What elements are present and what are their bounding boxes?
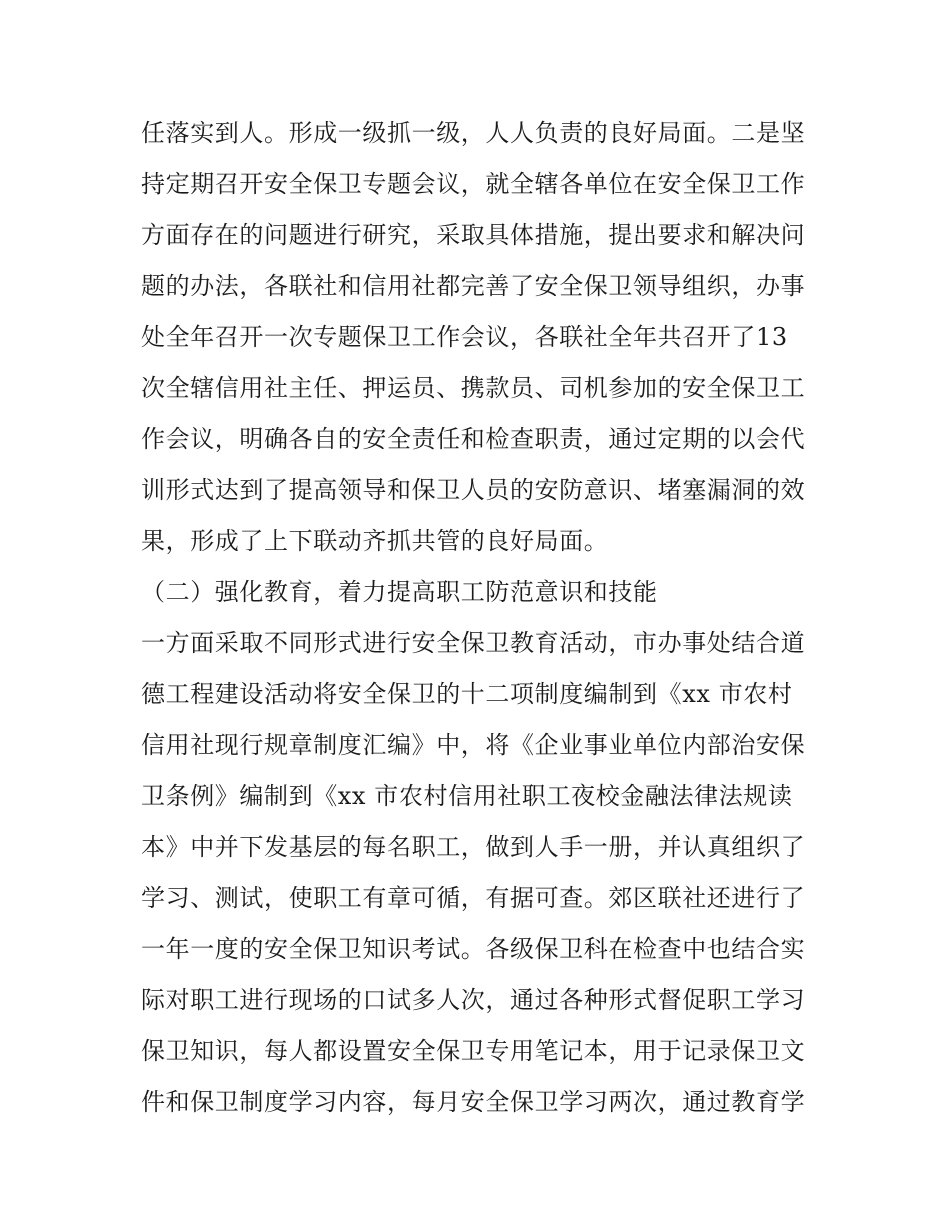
text-line: 一方面采取不同形式进行安全保卫教育活动，市办事处结合道 <box>141 629 806 657</box>
text-line: 方面存在的问题进行研究，采取具体措施，提出要求和解决问 <box>141 221 806 249</box>
section-heading: （二）强化教育，着力提高职工防范意识和技能 <box>141 578 658 606</box>
text-line: 保卫知识，每人都设置安全保卫专用笔记本，用于记录保卫文 <box>141 1037 806 1065</box>
text-line: 卫条例》编制到《xx 市农村信用社职工夜校金融法律法规读 <box>141 782 793 810</box>
text-line: 果，形成了上下联动齐抓共管的良好局面。 <box>141 527 609 555</box>
text-line: 作会议，明确各自的安全责任和检查职责，通过定期的以会代 <box>141 425 806 453</box>
text-line: 信用社现行规章制度汇编》中，将《企业事业单位内部治安保 <box>141 731 806 759</box>
text-line: 任落实到人。形成一级抓一级，人人负责的良好局面。二是坚 <box>141 119 806 147</box>
text-line: 处全年召开一次专题保卫工作会议，各联社全年共召开了13 <box>141 323 788 351</box>
text-line: 本》中并下发基层的每名职工，做到人手一册，并认真组织了 <box>141 833 806 861</box>
text-line: 德工程建设活动将安全保卫的十二项制度编制到《xx 市农村 <box>141 680 793 708</box>
text-line: 持定期召开安全保卫专题会议，就全辖各单位在安全保卫工作 <box>141 170 806 198</box>
text-line: 题的办法，各联社和信用社都完善了安全保卫领导组织，办事 <box>141 272 806 300</box>
text-line: 际对职工进行现场的口试多人次，通过各种形式督促职工学习 <box>141 986 806 1014</box>
document-body <box>141 108 821 1128</box>
text-line: 学习、测试，使职工有章可循，有据可查。郊区联社还进行了 <box>141 884 806 912</box>
text-line: 训形式达到了提高领导和保卫人员的安防意识、堵塞漏洞的效 <box>141 476 806 504</box>
text-line: 次全辖信用社主任、押运员、携款员、司机参加的安全保卫工 <box>141 374 806 402</box>
text-line: 件和保卫制度学习内容，每月安全保卫学习两次，通过教育学 <box>141 1088 806 1116</box>
text-line: 一年一度的安全保卫知识考试。各级保卫科在检查中也结合实 <box>141 935 806 963</box>
